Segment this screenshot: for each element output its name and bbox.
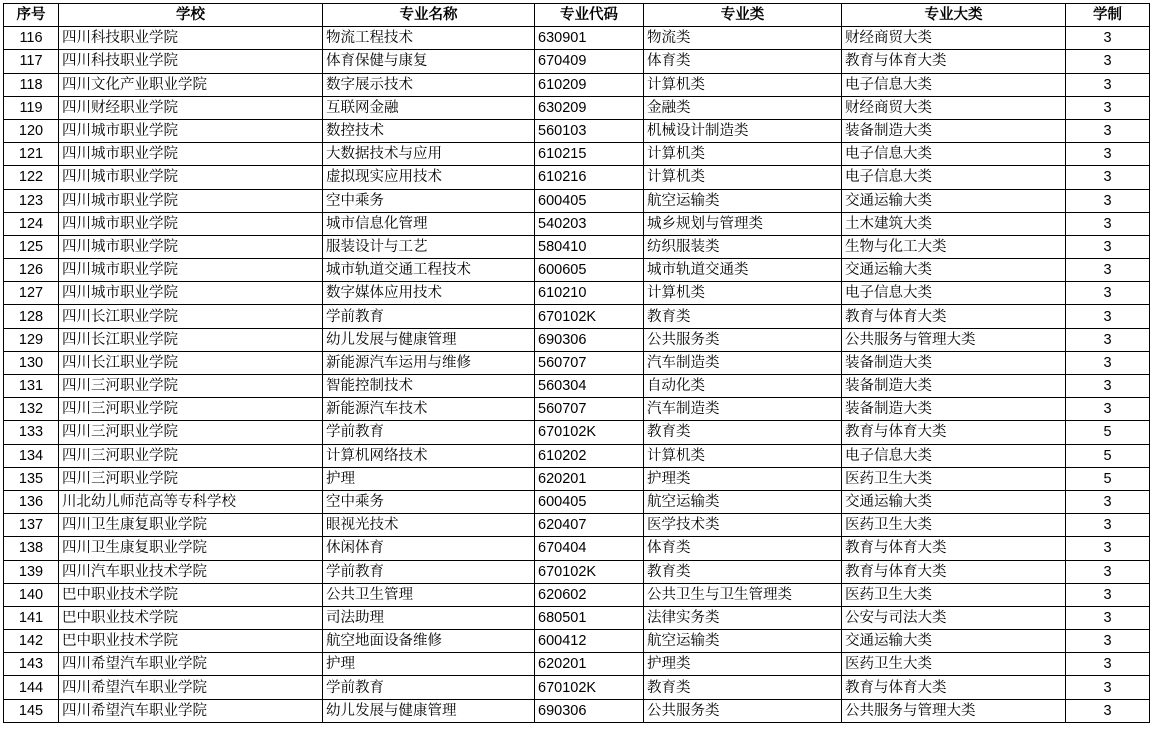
cell-major-category: 城乡规划与管理类 (644, 212, 842, 235)
cell-major-category: 教育类 (644, 560, 842, 583)
cell-school: 四川汽车职业技术学院 (59, 560, 323, 583)
cell-major-category: 机械设计制造类 (644, 119, 842, 142)
cell-years: 3 (1066, 653, 1150, 676)
cell-index: 136 (4, 490, 59, 513)
cell-major-code: 630901 (535, 27, 644, 50)
cell-school: 四川希望汽车职业学院 (59, 676, 323, 699)
table-row (4, 212, 1150, 235)
cell-school: 四川希望汽车职业学院 (59, 699, 323, 722)
cell-index: 134 (4, 444, 59, 467)
cell-index: 145 (4, 699, 59, 722)
cell-years: 3 (1066, 259, 1150, 282)
cell-school: 巴中职业技术学院 (59, 606, 323, 629)
cell-index: 124 (4, 212, 59, 235)
cell-major-name: 数字媒体应用技术 (323, 282, 535, 305)
cell-school: 四川科技职业学院 (59, 27, 323, 50)
cell-major-category: 计算机类 (644, 143, 842, 166)
cell-major-code: 610209 (535, 73, 644, 96)
cell-index: 140 (4, 583, 59, 606)
cell-major-code: 620201 (535, 467, 644, 490)
cell-school: 四川城市职业学院 (59, 143, 323, 166)
table-row (4, 305, 1150, 328)
cell-index: 119 (4, 96, 59, 119)
table-row (4, 421, 1150, 444)
table-row (4, 467, 1150, 490)
cell-major-category: 物流类 (644, 27, 842, 50)
cell-major-broad-category: 教育与体育大类 (842, 560, 1066, 583)
cell-major-category: 教育类 (644, 676, 842, 699)
cell-major-broad-category: 公安与司法大类 (842, 606, 1066, 629)
cell-major-code: 610215 (535, 143, 644, 166)
cell-major-broad-category: 电子信息大类 (842, 143, 1066, 166)
cell-major-broad-category: 教育与体育大类 (842, 50, 1066, 73)
cell-major-category: 护理类 (644, 467, 842, 490)
cell-school: 四川城市职业学院 (59, 119, 323, 142)
cell-index: 125 (4, 235, 59, 258)
cell-major-code: 690306 (535, 699, 644, 722)
cell-major-category: 纺织服装类 (644, 235, 842, 258)
table-row (4, 560, 1150, 583)
cell-years: 3 (1066, 606, 1150, 629)
cell-major-broad-category: 财经商贸大类 (842, 96, 1066, 119)
cell-major-broad-category: 交通运输大类 (842, 259, 1066, 282)
cell-major-name: 空中乘务 (323, 490, 535, 513)
cell-major-name: 学前教育 (323, 421, 535, 444)
cell-major-code: 610202 (535, 444, 644, 467)
header-major-code: 专业代码 (535, 4, 644, 27)
cell-major-code: 600405 (535, 490, 644, 513)
cell-major-category: 法律实务类 (644, 606, 842, 629)
cell-index: 121 (4, 143, 59, 166)
cell-years: 5 (1066, 421, 1150, 444)
header-years: 学制 (1066, 4, 1150, 27)
cell-major-code: 580410 (535, 235, 644, 258)
cell-major-name: 数字展示技术 (323, 73, 535, 96)
cell-years: 3 (1066, 73, 1150, 96)
cell-index: 118 (4, 73, 59, 96)
cell-index: 126 (4, 259, 59, 282)
table-row (4, 444, 1150, 467)
cell-years: 3 (1066, 398, 1150, 421)
cell-years: 3 (1066, 235, 1150, 258)
cell-school: 四川城市职业学院 (59, 166, 323, 189)
cell-major-broad-category: 医药卫生大类 (842, 467, 1066, 490)
table-row (4, 514, 1150, 537)
cell-years: 3 (1066, 50, 1150, 73)
cell-years: 3 (1066, 351, 1150, 374)
cell-major-broad-category: 装备制造大类 (842, 119, 1066, 142)
cell-index: 122 (4, 166, 59, 189)
cell-major-category: 金融类 (644, 96, 842, 119)
cell-index: 131 (4, 375, 59, 398)
cell-major-name: 城市信息化管理 (323, 212, 535, 235)
cell-school: 四川城市职业学院 (59, 212, 323, 235)
table-row (4, 73, 1150, 96)
cell-major-name: 新能源汽车技术 (323, 398, 535, 421)
cell-major-category: 航空运输类 (644, 630, 842, 653)
cell-major-category: 护理类 (644, 653, 842, 676)
table-row (4, 583, 1150, 606)
header-major-broad-category: 专业大类 (842, 4, 1066, 27)
cell-major-name: 城市轨道交通工程技术 (323, 259, 535, 282)
cell-school: 四川文化产业职业学院 (59, 73, 323, 96)
table-row (4, 259, 1150, 282)
table-row (4, 490, 1150, 513)
cell-major-name: 司法助理 (323, 606, 535, 629)
table-row (4, 699, 1150, 722)
header-major-category: 专业类 (644, 4, 842, 27)
cell-major-name: 护理 (323, 467, 535, 490)
table-row (4, 537, 1150, 560)
cell-years: 5 (1066, 467, 1150, 490)
cell-major-broad-category: 电子信息大类 (842, 73, 1066, 96)
cell-major-broad-category: 教育与体育大类 (842, 421, 1066, 444)
cell-school: 四川三河职业学院 (59, 421, 323, 444)
table-row (4, 119, 1150, 142)
cell-index: 142 (4, 630, 59, 653)
cell-major-name: 互联网金融 (323, 96, 535, 119)
cell-major-category: 公共卫生与卫生管理类 (644, 583, 842, 606)
table-row (4, 27, 1150, 50)
cell-major-broad-category: 医药卫生大类 (842, 514, 1066, 537)
cell-major-name: 服装设计与工艺 (323, 235, 535, 258)
cell-major-category: 汽车制造类 (644, 351, 842, 374)
cell-major-category: 城市轨道交通类 (644, 259, 842, 282)
cell-years: 3 (1066, 212, 1150, 235)
cell-major-broad-category: 装备制造大类 (842, 398, 1066, 421)
table-row (4, 351, 1150, 374)
cell-major-category: 计算机类 (644, 166, 842, 189)
cell-major-category: 计算机类 (644, 444, 842, 467)
cell-school: 四川卫生康复职业学院 (59, 514, 323, 537)
cell-major-category: 教育类 (644, 421, 842, 444)
cell-years: 3 (1066, 189, 1150, 212)
cell-index: 123 (4, 189, 59, 212)
cell-school: 四川财经职业学院 (59, 96, 323, 119)
cell-major-name: 数控技术 (323, 119, 535, 142)
cell-major-name: 学前教育 (323, 560, 535, 583)
cell-index: 116 (4, 27, 59, 50)
cell-school: 四川城市职业学院 (59, 235, 323, 258)
cell-major-code: 670409 (535, 50, 644, 73)
cell-major-broad-category: 财经商贸大类 (842, 27, 1066, 50)
cell-major-category: 公共服务类 (644, 328, 842, 351)
cell-school: 四川长江职业学院 (59, 351, 323, 374)
cell-major-name: 幼儿发展与健康管理 (323, 328, 535, 351)
cell-major-name: 学前教育 (323, 676, 535, 699)
cell-years: 5 (1066, 444, 1150, 467)
cell-major-code: 600412 (535, 630, 644, 653)
cell-major-broad-category: 交通运输大类 (842, 630, 1066, 653)
cell-major-broad-category: 医药卫生大类 (842, 583, 1066, 606)
cell-school: 巴中职业技术学院 (59, 583, 323, 606)
cell-major-category: 计算机类 (644, 282, 842, 305)
cell-index: 120 (4, 119, 59, 142)
table-row (4, 189, 1150, 212)
table-row (4, 328, 1150, 351)
cell-major-name: 航空地面设备维修 (323, 630, 535, 653)
cell-major-code: 600605 (535, 259, 644, 282)
cell-years: 3 (1066, 96, 1150, 119)
cell-index: 139 (4, 560, 59, 583)
cell-years: 3 (1066, 375, 1150, 398)
cell-major-name: 虚拟现实应用技术 (323, 166, 535, 189)
cell-major-category: 体育类 (644, 50, 842, 73)
cell-major-broad-category: 教育与体育大类 (842, 537, 1066, 560)
cell-major-code: 600405 (535, 189, 644, 212)
cell-major-name: 物流工程技术 (323, 27, 535, 50)
cell-major-broad-category: 装备制造大类 (842, 351, 1066, 374)
cell-school: 川北幼儿师范高等专科学校 (59, 490, 323, 513)
cell-major-code: 560103 (535, 119, 644, 142)
cell-major-broad-category: 公共服务与管理大类 (842, 699, 1066, 722)
cell-major-category: 公共服务类 (644, 699, 842, 722)
cell-index: 117 (4, 50, 59, 73)
cell-major-broad-category: 公共服务与管理大类 (842, 328, 1066, 351)
cell-years: 3 (1066, 699, 1150, 722)
cell-major-code: 670102K (535, 560, 644, 583)
table-row (4, 398, 1150, 421)
header-index: 序号 (4, 4, 59, 27)
cell-index: 135 (4, 467, 59, 490)
cell-major-name: 护理 (323, 653, 535, 676)
cell-major-name: 休闲体育 (323, 537, 535, 560)
cell-school: 四川长江职业学院 (59, 328, 323, 351)
cell-major-broad-category: 交通运输大类 (842, 189, 1066, 212)
cell-index: 127 (4, 282, 59, 305)
cell-index: 137 (4, 514, 59, 537)
cell-index: 129 (4, 328, 59, 351)
cell-major-name: 新能源汽车运用与维修 (323, 351, 535, 374)
cell-major-broad-category: 交通运输大类 (842, 490, 1066, 513)
cell-school: 四川科技职业学院 (59, 50, 323, 73)
cell-years: 3 (1066, 282, 1150, 305)
cell-index: 144 (4, 676, 59, 699)
cell-school: 四川长江职业学院 (59, 305, 323, 328)
table-header-row (4, 4, 1150, 27)
cell-major-code: 630209 (535, 96, 644, 119)
cell-years: 3 (1066, 560, 1150, 583)
cell-school: 四川希望汽车职业学院 (59, 653, 323, 676)
table-row (4, 606, 1150, 629)
cell-index: 132 (4, 398, 59, 421)
header-school: 学校 (59, 4, 323, 27)
cell-years: 3 (1066, 328, 1150, 351)
cell-years: 3 (1066, 119, 1150, 142)
cell-major-broad-category: 电子信息大类 (842, 282, 1066, 305)
cell-major-code: 670102K (535, 676, 644, 699)
cell-major-category: 医学技术类 (644, 514, 842, 537)
cell-index: 143 (4, 653, 59, 676)
cell-index: 141 (4, 606, 59, 629)
cell-major-name: 公共卫生管理 (323, 583, 535, 606)
table-row (4, 375, 1150, 398)
cell-major-code: 610210 (535, 282, 644, 305)
cell-years: 3 (1066, 537, 1150, 560)
cell-major-code: 560707 (535, 398, 644, 421)
cell-school: 四川卫生康复职业学院 (59, 537, 323, 560)
cell-school: 四川城市职业学院 (59, 282, 323, 305)
cell-major-code: 680501 (535, 606, 644, 629)
cell-school: 四川三河职业学院 (59, 398, 323, 421)
cell-major-code: 540203 (535, 212, 644, 235)
cell-major-broad-category: 电子信息大类 (842, 166, 1066, 189)
cell-years: 3 (1066, 514, 1150, 537)
cell-major-name: 智能控制技术 (323, 375, 535, 398)
cell-major-code: 620407 (535, 514, 644, 537)
cell-major-code: 560707 (535, 351, 644, 374)
cell-school: 四川城市职业学院 (59, 189, 323, 212)
table-row (4, 653, 1150, 676)
table-row (4, 143, 1150, 166)
cell-major-broad-category: 土木建筑大类 (842, 212, 1066, 235)
cell-index: 138 (4, 537, 59, 560)
cell-major-name: 空中乘务 (323, 189, 535, 212)
cell-years: 3 (1066, 305, 1150, 328)
cell-major-name: 计算机网络技术 (323, 444, 535, 467)
table-row (4, 676, 1150, 699)
cell-major-category: 汽车制造类 (644, 398, 842, 421)
cell-major-category: 航空运输类 (644, 490, 842, 513)
cell-school: 巴中职业技术学院 (59, 630, 323, 653)
cell-major-category: 教育类 (644, 305, 842, 328)
header-major-name: 专业名称 (323, 4, 535, 27)
cell-major-name: 学前教育 (323, 305, 535, 328)
cell-major-name: 大数据技术与应用 (323, 143, 535, 166)
cell-years: 3 (1066, 630, 1150, 653)
cell-years: 3 (1066, 676, 1150, 699)
table-row (4, 50, 1150, 73)
cell-major-code: 670102K (535, 305, 644, 328)
cell-years: 3 (1066, 166, 1150, 189)
cell-major-code: 620201 (535, 653, 644, 676)
cell-major-category: 计算机类 (644, 73, 842, 96)
table-body (4, 27, 1150, 723)
cell-years: 3 (1066, 583, 1150, 606)
cell-school: 四川三河职业学院 (59, 375, 323, 398)
cell-school: 四川三河职业学院 (59, 467, 323, 490)
cell-years: 3 (1066, 490, 1150, 513)
cell-major-code: 610216 (535, 166, 644, 189)
table-row (4, 630, 1150, 653)
cell-major-category: 航空运输类 (644, 189, 842, 212)
cell-major-code: 620602 (535, 583, 644, 606)
cell-index: 133 (4, 421, 59, 444)
table-row (4, 96, 1150, 119)
cell-major-code: 690306 (535, 328, 644, 351)
cell-major-broad-category: 教育与体育大类 (842, 305, 1066, 328)
cell-major-broad-category: 教育与体育大类 (842, 676, 1066, 699)
cell-major-name: 体育保健与康复 (323, 50, 535, 73)
cell-school: 四川三河职业学院 (59, 444, 323, 467)
table-row (4, 282, 1150, 305)
cell-years: 3 (1066, 27, 1150, 50)
majors-table (3, 3, 1150, 723)
cell-major-name: 幼儿发展与健康管理 (323, 699, 535, 722)
cell-index: 128 (4, 305, 59, 328)
cell-major-broad-category: 生物与化工大类 (842, 235, 1066, 258)
cell-major-name: 眼视光技术 (323, 514, 535, 537)
cell-major-broad-category: 装备制造大类 (842, 375, 1066, 398)
cell-major-category: 自动化类 (644, 375, 842, 398)
cell-school: 四川城市职业学院 (59, 259, 323, 282)
cell-years: 3 (1066, 143, 1150, 166)
table-row (4, 166, 1150, 189)
table-row (4, 235, 1150, 258)
cell-major-broad-category: 医药卫生大类 (842, 653, 1066, 676)
cell-major-code: 560304 (535, 375, 644, 398)
cell-major-code: 670102K (535, 421, 644, 444)
cell-major-broad-category: 电子信息大类 (842, 444, 1066, 467)
cell-major-category: 体育类 (644, 537, 842, 560)
cell-index: 130 (4, 351, 59, 374)
cell-major-code: 670404 (535, 537, 644, 560)
